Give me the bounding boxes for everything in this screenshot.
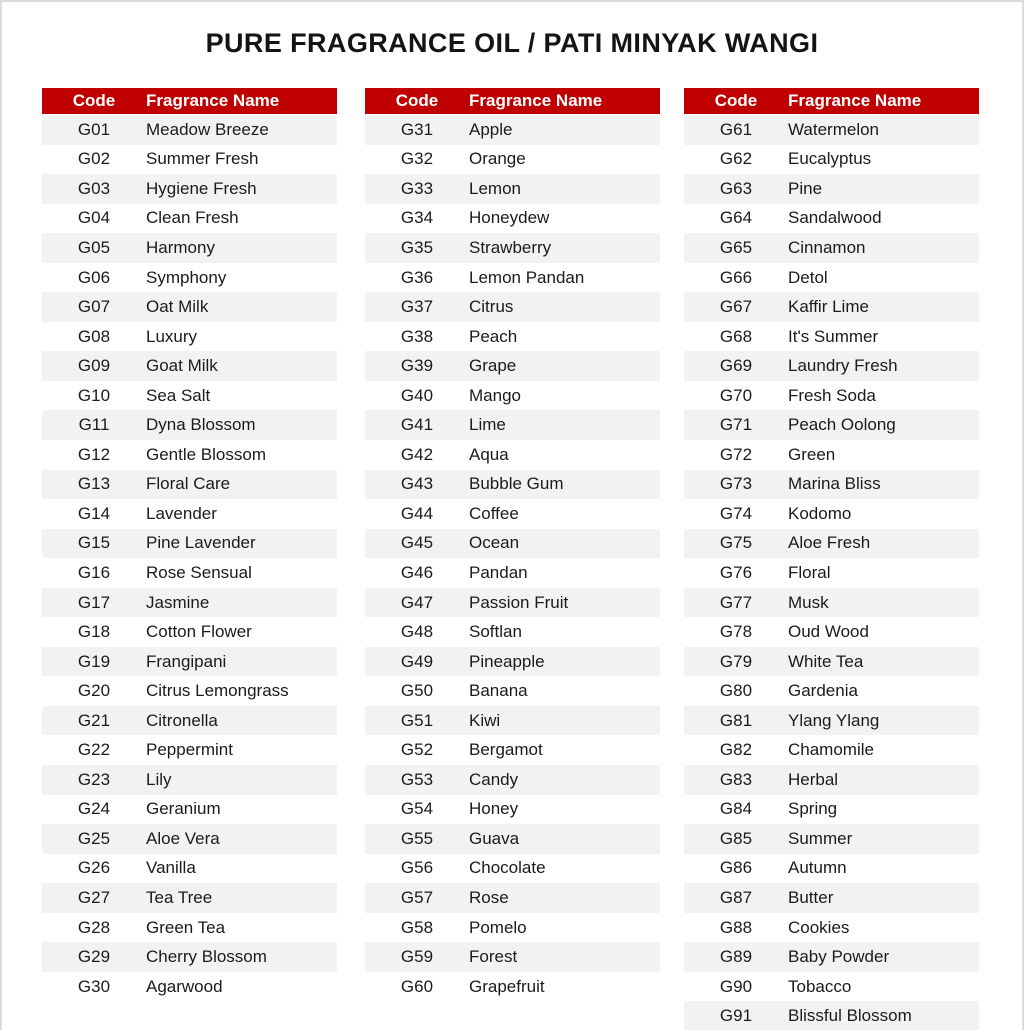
fragrance-name-cell: Grapefruit bbox=[469, 976, 545, 996]
table-row bbox=[684, 617, 979, 647]
code-cell: G46 bbox=[400, 562, 434, 582]
fragrance-name-cell: White Tea bbox=[788, 651, 864, 671]
code-cell: G69 bbox=[719, 356, 753, 376]
fragrance-name-cell: Aloe Fresh bbox=[788, 533, 871, 553]
table-row bbox=[42, 676, 337, 706]
table-row bbox=[365, 351, 660, 381]
code-cell: G55 bbox=[400, 828, 434, 848]
code-cell: G42 bbox=[400, 444, 434, 464]
fragrance-table-3 bbox=[684, 88, 979, 1030]
code-cell: G53 bbox=[400, 769, 434, 789]
code-cell: G39 bbox=[400, 356, 434, 376]
column-header-fragrance-name: Fragrance Name bbox=[146, 91, 280, 110]
fragrance-name-cell: Spring bbox=[788, 799, 838, 819]
fragrance-name-cell: Luxury bbox=[146, 326, 198, 346]
code-cell: G41 bbox=[400, 415, 434, 435]
fragrance-name-cell: Summer bbox=[788, 828, 853, 848]
table-row bbox=[684, 145, 979, 175]
table-row bbox=[684, 440, 979, 470]
table-row bbox=[42, 204, 337, 234]
code-cell: G86 bbox=[719, 858, 753, 878]
fragrance-name-cell: Harmony bbox=[146, 237, 215, 257]
fragrance-name-cell: Pineapple bbox=[469, 651, 545, 671]
table-row bbox=[42, 854, 337, 884]
table-row bbox=[42, 913, 337, 943]
code-cell: G88 bbox=[719, 917, 753, 937]
code-cell: G75 bbox=[719, 533, 753, 553]
table-row bbox=[42, 824, 337, 854]
fragrance-name-cell: Hygiene Fresh bbox=[146, 178, 257, 198]
table-row bbox=[365, 617, 660, 647]
code-cell: G37 bbox=[400, 297, 434, 317]
fragrance-name-cell: Green Tea bbox=[146, 917, 226, 937]
code-cell: G09 bbox=[77, 356, 111, 376]
code-cell: G66 bbox=[719, 267, 753, 287]
table-row bbox=[684, 381, 979, 411]
table-row bbox=[365, 676, 660, 706]
table-row bbox=[42, 263, 337, 293]
table-row bbox=[365, 942, 660, 972]
table-header bbox=[42, 88, 337, 115]
fragrance-name-cell: Summer Fresh bbox=[146, 149, 259, 169]
code-cell: G76 bbox=[719, 562, 753, 582]
fragrance-name-cell: Ylang Ylang bbox=[788, 710, 880, 730]
table-row bbox=[42, 145, 337, 175]
code-cell: G51 bbox=[400, 710, 434, 730]
table-row bbox=[365, 233, 660, 263]
fragrance-name-cell: Laundry Fresh bbox=[788, 356, 898, 376]
table-row bbox=[365, 795, 660, 825]
code-cell: G17 bbox=[77, 592, 111, 612]
code-cell: G14 bbox=[77, 503, 111, 523]
fragrance-name-cell: Butter bbox=[788, 887, 834, 907]
code-cell: G49 bbox=[400, 651, 434, 671]
code-cell: G33 bbox=[400, 178, 434, 198]
table-row bbox=[42, 942, 337, 972]
fragrance-name-cell: Baby Powder bbox=[788, 947, 890, 967]
code-cell: G81 bbox=[719, 710, 753, 730]
code-cell: G31 bbox=[400, 119, 434, 139]
fragrance-name-cell: Tobacco bbox=[788, 976, 852, 996]
fragrance-name-cell: Softlan bbox=[469, 622, 522, 642]
table-row bbox=[684, 765, 979, 795]
table-row bbox=[684, 676, 979, 706]
fragrance-name-cell: Citrus Lemongrass bbox=[146, 681, 289, 701]
fragrance-name-cell: Aqua bbox=[469, 444, 509, 464]
fragrance-name-cell: Honeydew bbox=[469, 208, 550, 228]
code-cell: G44 bbox=[400, 503, 434, 523]
fragrance-name-cell: Clean Fresh bbox=[146, 208, 239, 228]
fragrance-name-cell: Rose Sensual bbox=[146, 562, 252, 582]
table-row bbox=[684, 292, 979, 322]
fragrance-name-cell: Candy bbox=[469, 769, 519, 789]
fragrance-name-cell: Mango bbox=[469, 385, 521, 405]
code-cell: G10 bbox=[77, 385, 111, 405]
fragrance-name-cell: Honey bbox=[469, 799, 519, 819]
fragrance-name-cell: Fresh Soda bbox=[788, 385, 876, 405]
table-row bbox=[42, 735, 337, 765]
table-row bbox=[684, 263, 979, 293]
code-cell: G47 bbox=[400, 592, 434, 612]
table-row bbox=[365, 292, 660, 322]
code-cell: G30 bbox=[77, 976, 111, 996]
code-cell: G27 bbox=[77, 887, 111, 907]
table-row bbox=[365, 913, 660, 943]
table-row bbox=[684, 706, 979, 736]
code-cell: G36 bbox=[400, 267, 434, 287]
column-header-code: Code bbox=[72, 91, 116, 110]
code-cell: G25 bbox=[77, 828, 111, 848]
fragrance-name-cell: Lime bbox=[469, 415, 506, 435]
code-cell: G45 bbox=[400, 533, 434, 553]
table-row bbox=[42, 174, 337, 204]
code-cell: G12 bbox=[77, 444, 111, 464]
code-cell: G01 bbox=[77, 119, 111, 139]
table-row bbox=[365, 854, 660, 884]
table-row bbox=[365, 499, 660, 529]
table-row bbox=[42, 410, 337, 440]
fragrance-name-cell: Vanilla bbox=[146, 858, 196, 878]
code-cell: G03 bbox=[77, 178, 111, 198]
table-row bbox=[42, 765, 337, 795]
table-row bbox=[365, 588, 660, 618]
table-row bbox=[42, 115, 337, 145]
code-cell: G48 bbox=[400, 622, 434, 642]
table-row bbox=[684, 233, 979, 263]
table-row bbox=[365, 765, 660, 795]
code-cell: G78 bbox=[719, 622, 753, 642]
table-row bbox=[42, 322, 337, 352]
table-row bbox=[684, 913, 979, 943]
code-cell: G59 bbox=[400, 947, 434, 967]
fragrance-name-cell: Peppermint bbox=[146, 740, 233, 760]
code-cell: G22 bbox=[77, 740, 111, 760]
table-row bbox=[42, 440, 337, 470]
code-cell: G20 bbox=[77, 681, 111, 701]
table-row bbox=[42, 706, 337, 736]
table-row bbox=[42, 351, 337, 381]
column-header-fragrance-name: Fragrance Name bbox=[469, 91, 603, 110]
code-cell: G43 bbox=[400, 474, 434, 494]
fragrance-name-cell: Peach bbox=[469, 326, 518, 346]
fragrance-name-cell: Sandalwood bbox=[788, 208, 882, 228]
code-cell: G11 bbox=[78, 415, 110, 435]
code-cell: G35 bbox=[400, 237, 434, 257]
code-cell: G58 bbox=[400, 917, 434, 937]
code-cell: G23 bbox=[77, 769, 111, 789]
table-row bbox=[365, 529, 660, 559]
code-cell: G28 bbox=[77, 917, 111, 937]
fragrance-table-2 bbox=[365, 88, 660, 1001]
fragrance-name-cell: Goat Milk bbox=[146, 356, 218, 376]
table-row bbox=[365, 115, 660, 145]
fragrance-name-cell: Guava bbox=[469, 828, 520, 848]
fragrance-name-cell: Geranium bbox=[146, 799, 221, 819]
code-cell: G87 bbox=[719, 887, 753, 907]
table-row bbox=[684, 795, 979, 825]
table-row bbox=[684, 351, 979, 381]
code-cell: G85 bbox=[719, 828, 753, 848]
fragrance-name-cell: Lemon Pandan bbox=[469, 267, 585, 287]
table-row bbox=[42, 499, 337, 529]
fragrance-name-cell: Autumn bbox=[788, 858, 847, 878]
fragrance-name-cell: Marina Bliss bbox=[788, 474, 881, 494]
fragrance-name-cell: Forest bbox=[469, 947, 518, 967]
code-cell: G67 bbox=[719, 297, 753, 317]
code-cell: G83 bbox=[719, 769, 753, 789]
table-row bbox=[365, 706, 660, 736]
table-row bbox=[42, 529, 337, 559]
table-row bbox=[365, 204, 660, 234]
fragrance-name-cell: Peach Oolong bbox=[788, 415, 896, 435]
code-cell: G68 bbox=[719, 326, 753, 346]
table-row bbox=[365, 174, 660, 204]
table-row bbox=[365, 381, 660, 411]
code-cell: G63 bbox=[719, 178, 753, 198]
fragrance-name-cell: Floral bbox=[788, 562, 831, 582]
code-cell: G21 bbox=[77, 710, 111, 730]
fragrance-name-cell: Lily bbox=[146, 769, 172, 789]
code-cell: G15 bbox=[77, 533, 111, 553]
code-cell: G71 bbox=[719, 415, 753, 435]
fragrance-name-cell: Pine Lavender bbox=[146, 533, 256, 553]
table-row bbox=[684, 883, 979, 913]
fragrance-name-cell: Cherry Blossom bbox=[146, 947, 267, 967]
code-cell: G82 bbox=[719, 740, 753, 760]
table-row bbox=[42, 647, 337, 677]
code-cell: G02 bbox=[77, 149, 111, 169]
fragrance-name-cell: Detol bbox=[788, 267, 828, 287]
table-row bbox=[365, 440, 660, 470]
table-row bbox=[365, 972, 660, 1002]
fragrance-name-cell: Chamomile bbox=[788, 740, 874, 760]
code-cell: G84 bbox=[719, 799, 753, 819]
table-row bbox=[684, 322, 979, 352]
page-title: PURE FRAGRANCE OIL / PATI MINYAK WANGI bbox=[205, 28, 819, 58]
code-cell: G74 bbox=[719, 503, 753, 523]
fragrance-name-cell: Tea Tree bbox=[146, 887, 213, 907]
fragrance-name-cell: Banana bbox=[469, 681, 528, 701]
fragrance-name-cell: Orange bbox=[469, 149, 526, 169]
fragrance-name-cell: Lavender bbox=[146, 503, 217, 523]
table-row bbox=[684, 647, 979, 677]
code-cell: G26 bbox=[77, 858, 111, 878]
fragrance-name-cell: Gardenia bbox=[788, 681, 858, 701]
code-cell: G38 bbox=[400, 326, 434, 346]
code-cell: G72 bbox=[719, 444, 753, 464]
table-row bbox=[684, 854, 979, 884]
code-cell: G07 bbox=[77, 297, 111, 317]
table-row bbox=[42, 233, 337, 263]
table-row bbox=[684, 529, 979, 559]
fragrance-name-cell: Cookies bbox=[788, 917, 850, 937]
code-cell: G70 bbox=[719, 385, 753, 405]
fragrance-name-cell: Green bbox=[788, 444, 836, 464]
table-row bbox=[365, 558, 660, 588]
code-cell: G52 bbox=[400, 740, 434, 760]
fragrance-name-cell: Aloe Vera bbox=[146, 828, 220, 848]
code-cell: G08 bbox=[77, 326, 111, 346]
fragrance-name-cell: Lemon bbox=[469, 178, 521, 198]
table-row bbox=[365, 824, 660, 854]
code-cell: G19 bbox=[77, 651, 111, 671]
table-row bbox=[365, 322, 660, 352]
code-cell: G18 bbox=[77, 622, 111, 642]
fragrance-name-cell: Passion Fruit bbox=[469, 592, 569, 612]
fragrance-name-cell: Agarwood bbox=[146, 976, 223, 996]
table-row bbox=[42, 883, 337, 913]
table-row bbox=[684, 1001, 979, 1030]
table-row bbox=[365, 647, 660, 677]
fragrance-name-cell: Watermelon bbox=[788, 119, 880, 139]
table-row bbox=[684, 824, 979, 854]
code-cell: G57 bbox=[400, 887, 434, 907]
fragrance-name-cell: Pomelo bbox=[469, 917, 527, 937]
table-row bbox=[365, 263, 660, 293]
fragrance-name-cell: Floral Care bbox=[146, 474, 231, 494]
table-row bbox=[365, 883, 660, 913]
code-cell: G04 bbox=[77, 208, 111, 228]
fragrance-name-cell: Oat Milk bbox=[146, 297, 209, 317]
fragrance-name-cell: Gentle Blossom bbox=[146, 444, 266, 464]
code-cell: G05 bbox=[77, 237, 111, 257]
code-cell: G29 bbox=[77, 947, 111, 967]
table-row bbox=[365, 470, 660, 500]
fragrance-name-cell: Herbal bbox=[788, 769, 839, 789]
code-cell: G80 bbox=[719, 681, 753, 701]
fragrance-name-cell: Chocolate bbox=[469, 858, 546, 878]
code-cell: G77 bbox=[719, 592, 753, 612]
column-header-fragrance-name: Fragrance Name bbox=[788, 91, 922, 110]
table-row bbox=[684, 735, 979, 765]
code-cell: G60 bbox=[400, 976, 434, 996]
table-header bbox=[684, 88, 979, 115]
table-row bbox=[684, 942, 979, 972]
code-cell: G13 bbox=[77, 474, 111, 494]
fragrance-name-cell: Symphony bbox=[146, 267, 227, 287]
fragrance-name-cell: Dyna Blossom bbox=[146, 415, 256, 435]
code-cell: G90 bbox=[719, 976, 753, 996]
table-row bbox=[684, 410, 979, 440]
code-cell: G64 bbox=[719, 208, 753, 228]
fragrance-name-cell: Blissful Blossom bbox=[788, 1006, 912, 1026]
fragrance-table-1 bbox=[42, 88, 337, 1001]
fragrance-name-cell: Citrus bbox=[469, 297, 514, 317]
code-cell: G24 bbox=[77, 799, 111, 819]
code-cell: G62 bbox=[719, 149, 753, 169]
table-row bbox=[684, 174, 979, 204]
fragrance-name-cell: Bubble Gum bbox=[469, 474, 564, 494]
code-cell: G34 bbox=[400, 208, 434, 228]
fragrance-name-cell: Sea Salt bbox=[146, 385, 211, 405]
table-row bbox=[684, 115, 979, 145]
fragrance-name-cell: Ocean bbox=[469, 533, 520, 553]
fragrance-name-cell: Eucalyptus bbox=[788, 149, 872, 169]
fragrance-name-cell: Rose bbox=[469, 887, 509, 907]
table-row bbox=[42, 795, 337, 825]
table-row bbox=[42, 292, 337, 322]
fragrance-name-cell: Strawberry bbox=[469, 237, 552, 257]
fragrance-name-cell: Frangipani bbox=[146, 651, 227, 671]
fragrance-name-cell: It's Summer bbox=[788, 326, 879, 346]
table-row bbox=[684, 499, 979, 529]
fragrance-name-cell: Pine bbox=[788, 178, 823, 198]
table-body bbox=[684, 115, 979, 1030]
code-cell: G56 bbox=[400, 858, 434, 878]
code-cell: G89 bbox=[719, 947, 753, 967]
table-row bbox=[42, 558, 337, 588]
table-row bbox=[42, 588, 337, 618]
fragrance-name-cell: Apple bbox=[469, 119, 513, 139]
table-row bbox=[684, 972, 979, 1002]
table-row bbox=[42, 381, 337, 411]
table-row bbox=[42, 972, 337, 1002]
fragrance-name-cell: Pandan bbox=[469, 562, 528, 582]
table-row bbox=[42, 470, 337, 500]
fragrance-name-cell: Grape bbox=[469, 356, 517, 376]
column-header-code: Code bbox=[714, 91, 758, 110]
fragrance-name-cell: Cinnamon bbox=[788, 237, 866, 257]
code-cell: G32 bbox=[400, 149, 434, 169]
fragrance-name-cell: Jasmine bbox=[146, 592, 210, 612]
table-body bbox=[42, 115, 337, 1001]
fragrance-name-cell: Oud Wood bbox=[788, 622, 869, 642]
fragrance-name-cell: Citronella bbox=[146, 710, 218, 730]
code-cell: G16 bbox=[77, 562, 111, 582]
table-row bbox=[365, 410, 660, 440]
table-row bbox=[365, 145, 660, 175]
fragrance-name-cell: Bergamot bbox=[469, 740, 543, 760]
table-row bbox=[42, 617, 337, 647]
code-cell: G73 bbox=[719, 474, 753, 494]
code-cell: G65 bbox=[719, 237, 753, 257]
fragrance-name-cell: Cotton Flower bbox=[146, 622, 252, 642]
code-cell: G40 bbox=[400, 385, 434, 405]
code-cell: G50 bbox=[400, 681, 434, 701]
code-cell: G91 bbox=[719, 1006, 753, 1026]
fragrance-name-cell: Coffee bbox=[469, 503, 519, 523]
fragrance-name-cell: Kiwi bbox=[469, 710, 501, 730]
fragrance-name-cell: Kodomo bbox=[788, 503, 852, 523]
code-cell: G61 bbox=[719, 119, 753, 139]
code-cell: G06 bbox=[77, 267, 111, 287]
column-header-code: Code bbox=[395, 91, 439, 110]
table-header bbox=[365, 88, 660, 115]
table-row bbox=[365, 735, 660, 765]
table-row bbox=[684, 588, 979, 618]
fragrance-name-cell: Musk bbox=[788, 592, 829, 612]
code-cell: G54 bbox=[400, 799, 434, 819]
table-row bbox=[684, 470, 979, 500]
table-row bbox=[684, 204, 979, 234]
table-body bbox=[365, 115, 660, 1001]
fragrance-name-cell: Kaffir Lime bbox=[788, 297, 869, 317]
code-cell: G79 bbox=[719, 651, 753, 671]
table-row bbox=[684, 558, 979, 588]
fragrance-name-cell: Meadow Breeze bbox=[146, 119, 269, 139]
